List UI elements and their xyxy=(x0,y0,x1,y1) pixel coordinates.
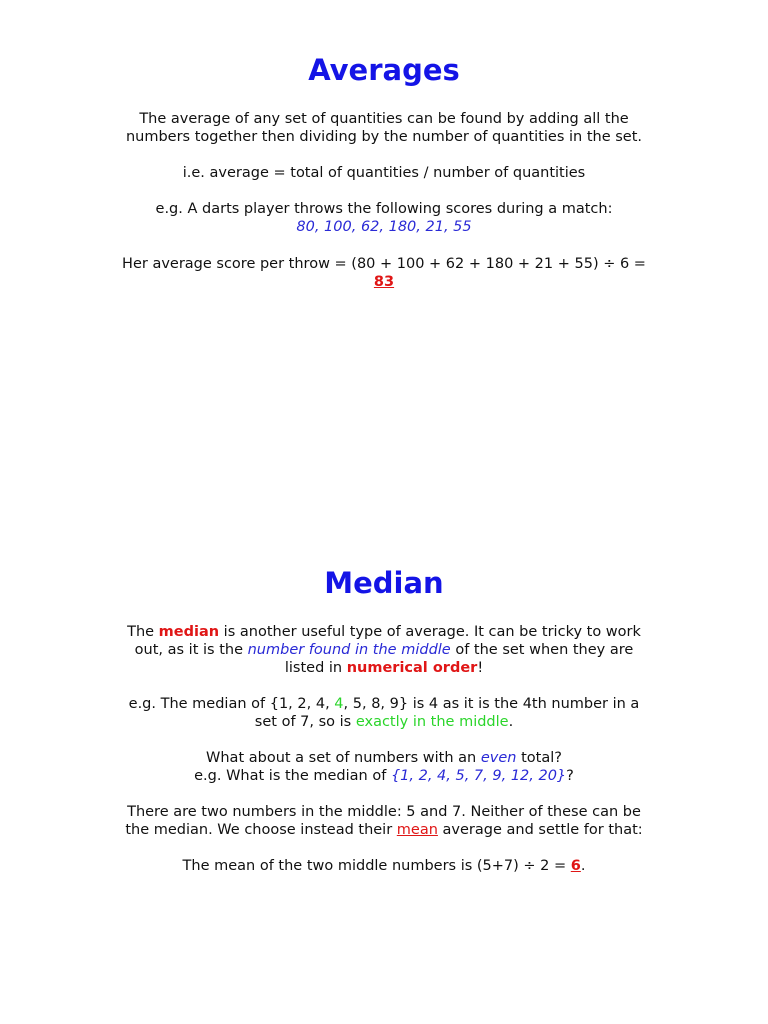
text: average and settle for that: xyxy=(437,822,643,838)
median-p1-line1 xyxy=(104,623,664,641)
text: ! xyxy=(477,660,484,676)
median-p1-line3 xyxy=(104,659,664,677)
averages-intro xyxy=(0,110,768,146)
middle-phrase: number found in the middle xyxy=(247,642,451,658)
median-p2-line1 xyxy=(104,695,664,713)
median-p3-line2 xyxy=(104,767,664,785)
even-word: even xyxy=(480,750,517,766)
text: , 5, 8, 9} is 4 as it is the 4th number in a xyxy=(343,696,640,712)
averages-formula-text: i.e. average = total of quantities / number of quantities xyxy=(182,165,586,181)
averages-example xyxy=(0,200,768,236)
mean-word: mean xyxy=(396,822,438,838)
text: . xyxy=(508,714,514,730)
median-p4-line1: There are two numbers in the middle: 5 and 7. Neither of these can be xyxy=(127,804,641,820)
text: . xyxy=(580,858,586,874)
text: What about a set of numbers with an xyxy=(206,750,481,766)
median-result: 6 xyxy=(570,858,581,874)
averages-calculation xyxy=(0,255,768,291)
highlighted-four: 4 xyxy=(334,696,344,712)
median-paragraph-4 xyxy=(0,803,768,839)
exact-middle-phrase: exactly in the middle xyxy=(355,714,509,730)
text: is another useful type of average. It can be tricky to work xyxy=(219,624,641,640)
numerical-order-phrase: numerical order xyxy=(346,660,478,676)
median-section xyxy=(0,565,768,601)
text: the median. We choose instead their xyxy=(125,822,397,838)
averages-formula xyxy=(0,164,768,182)
averages-calc-line: Her average score per throw = (80 + 100 + 62 + 180 + 21 + 55) ÷ 6 = xyxy=(122,256,646,272)
text: e.g. What is the median of xyxy=(194,768,391,784)
averages-result: 83 xyxy=(373,274,395,290)
text: The mean of the two middle numbers is (5+7) ÷ 2 = xyxy=(182,858,571,874)
averages-intro-line2: numbers together then dividing by the number of quantities in the set. xyxy=(125,129,643,145)
averages-scores: 80, 100, 62, 180, 21, 55 xyxy=(296,219,472,235)
averages-title: Averages xyxy=(308,53,460,87)
text: of the set when they are xyxy=(450,642,634,658)
median-paragraph-5 xyxy=(0,857,768,875)
median-paragraph-3 xyxy=(0,749,768,785)
even-set: {1, 2, 4, 5, 7, 9, 12, 20} xyxy=(390,768,567,784)
median-title: Median xyxy=(324,566,444,600)
median-p4-line2 xyxy=(104,821,664,839)
median-p1-line2 xyxy=(104,641,664,659)
median-p5-line1 xyxy=(104,857,664,875)
text: set of 7, so is xyxy=(254,714,356,730)
median-paragraph-2 xyxy=(0,695,768,731)
averages-example-line: e.g. A darts player throws the following scores during a match: xyxy=(155,201,613,217)
text: listed in xyxy=(284,660,347,676)
text: e.g. The median of {1, 2, 4, xyxy=(128,696,335,712)
averages-intro-line1: The average of any set of quantities can be found by adding all the xyxy=(139,111,629,127)
text: The xyxy=(127,624,159,640)
median-p2-line2 xyxy=(104,713,664,731)
averages-section xyxy=(0,52,768,88)
median-p3-line1 xyxy=(104,749,664,767)
text: ? xyxy=(566,768,574,784)
text: total? xyxy=(516,750,562,766)
text: out, as it is the xyxy=(134,642,248,658)
median-paragraph-1 xyxy=(0,623,768,677)
median-keyword: median xyxy=(158,624,220,640)
